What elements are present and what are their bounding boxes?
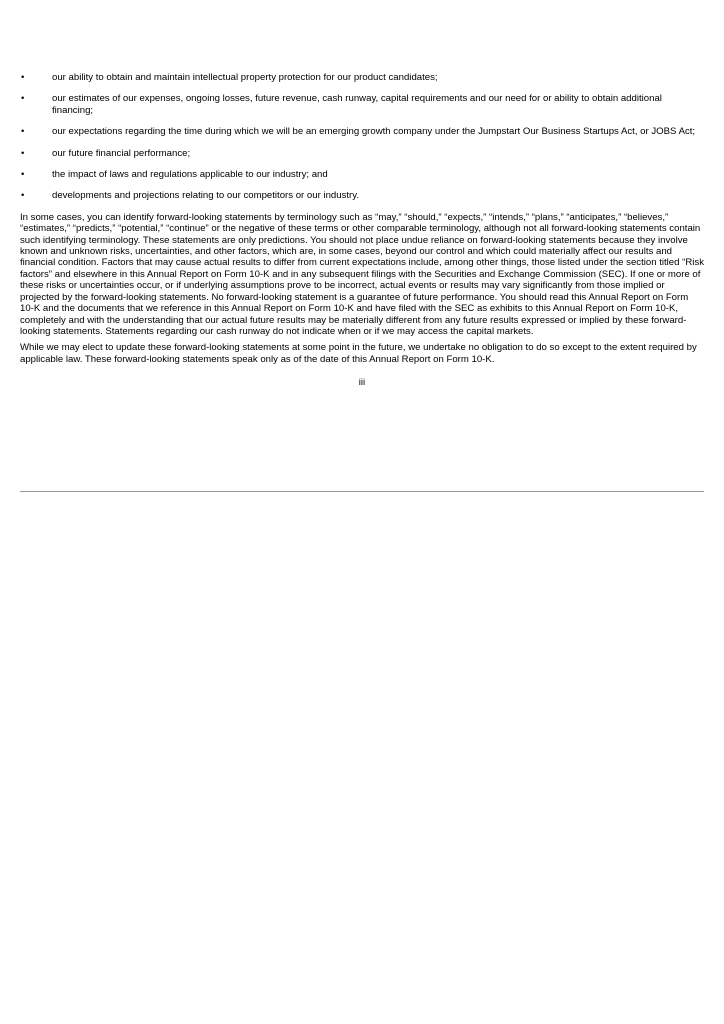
list-item [20, 93, 704, 116]
list-item [20, 72, 704, 83]
bullet-icon: • [21, 147, 25, 159]
list-item [20, 126, 704, 137]
page-number: iii [358, 377, 366, 389]
bullet-icon: • [21, 190, 25, 202]
page-divider [20, 491, 704, 492]
bullet-icon: • [21, 93, 25, 105]
bullet-text: our expectations regarding the time during which we will be an emerging growth company under the Jumpstart Our Business Startups Act, or JOBS Act; [52, 126, 696, 138]
list-item [20, 148, 704, 159]
bullet-icon: • [21, 126, 25, 138]
list-item [20, 169, 704, 180]
bullet-icon: • [21, 169, 25, 181]
document-page [20, 72, 704, 389]
bullet-text: developments and projections relating to our competitors or our industry. [52, 190, 359, 202]
bullet-text: the impact of laws and regulations applicable to our industry; and [52, 169, 328, 181]
bullet-text: our ability to obtain and maintain intellectual property protection for our product candidates; [52, 72, 438, 83]
bullet-icon: • [21, 72, 25, 83]
bullet-text: our estimates of our expenses, ongoing losses, future revenue, cash runway, capital requirements and our need for or ability to obtain additional financing; [52, 93, 662, 116]
forward-looking-bullet-list [20, 72, 704, 202]
body-paragraph-update-obligation: While we may elect to update these forward-looking statements at some point in the future, we undertake no obligation to do so except to the extent required by applicable law. These forward-looking statements speak only as of the date of this Annual Report on Form 10-K. [20, 342, 697, 365]
body-paragraph-identifying-statements: In some cases, you can identify forward-looking statements by terminology such as “may,” “should,” “expects,” “intends,” “plans,” “anticipates,” “believes,” “estimates,” “predicts,” “potential,” “continue” or the negative of these terms or other comparable terminology, although not all forward-looking statements contain such identifying terminology. These statements are only predictions. You should not place undue reliance on forward-looking statements because they involve known and unknown risks, uncertainties, and other factors, which are, in some cases, beyond our control and which could materially affect our results and financial condition. Factors that may cause actual results to differ from current expectations include, among other things, those listed under the section titled “Risk factors” and elsewhere in this Annual Report on Form 10-K and in any subsequent filings with the Securities and Exchange Commission (SEC). If one or more of these risks or uncertainties occur, or if underlying assumptions prove to be incorrect, actual events or results may vary significantly from those implied or projected by the forward-looking statements. No forward-looking statement is a guarantee of future performance. You should read this Annual Report on Form 10-K and the documents that we reference in this Annual Report on Form 10-K and have filed with the SEC as exhibits to this Annual Report on Form 10-K, completely and with the understanding that our actual future results may be materially different from any future results expressed or implied by these forward-looking statements. Statements regarding our cash runway do not indicate when or if we may access the capital markets. [20, 211, 704, 337]
bullet-text: our future financial performance; [52, 147, 191, 159]
list-item [20, 190, 704, 201]
